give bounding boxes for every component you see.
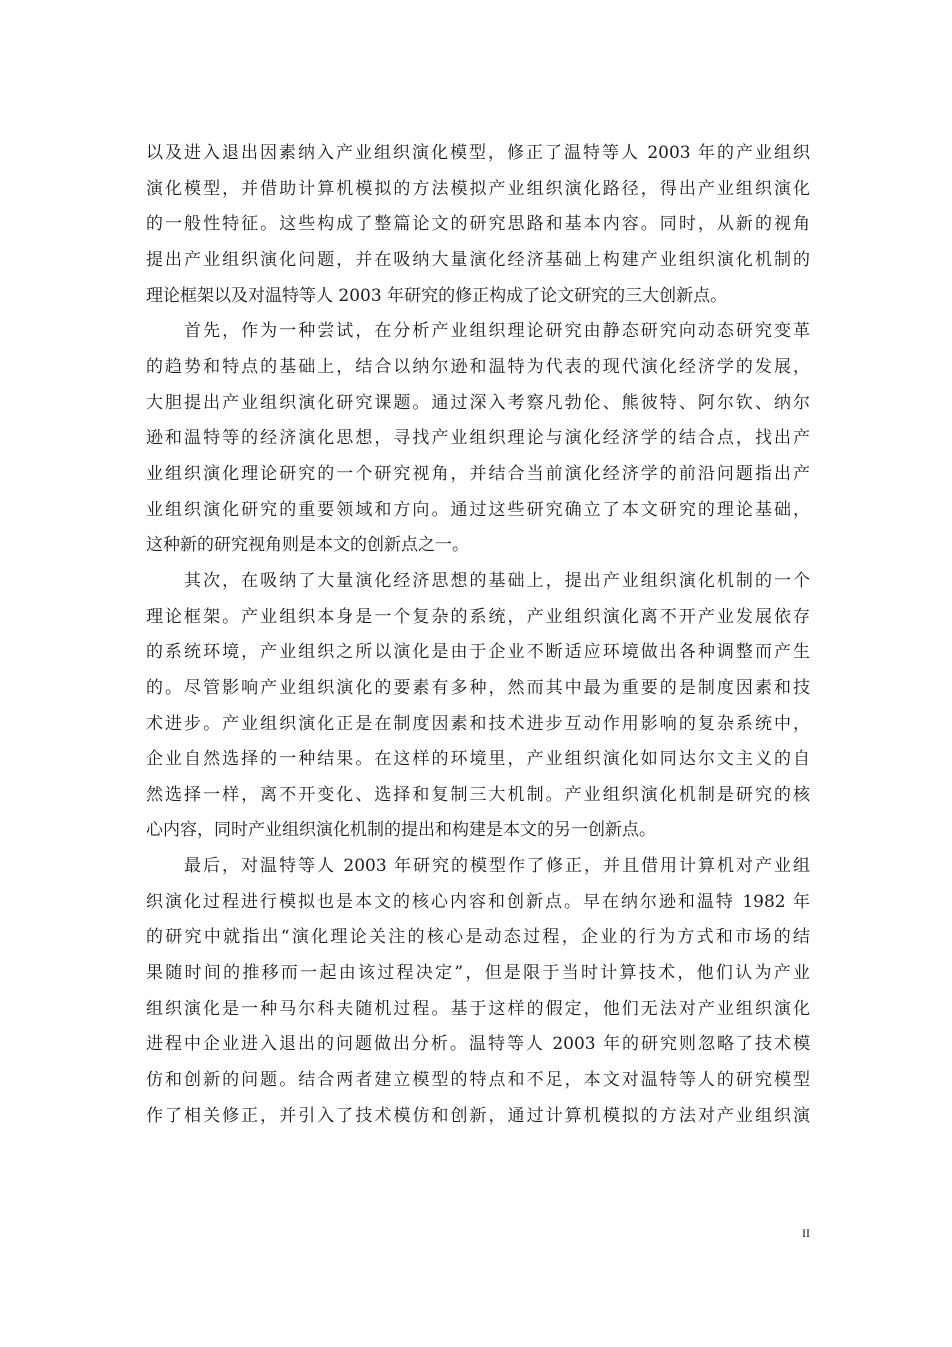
text-line: 的系统环境，产业组织之所以演化是由于企业不断适应环境做出各种调整而产生 [146,642,810,663]
text-line: 织演化过程进行模拟也是本文的核心内容和创新点。早在纳尔逊和温特 1982 年 [146,891,810,912]
text-line: 然选择一样，离不开变化、选择和复制三大机制。产业组织演化机制是研究的核 [146,784,810,805]
text-line: 最后，对温特等人 2003 年研究的模型作了修正，并且借用计算机对产业组 [146,856,810,877]
text-line: 作了相关修正，并引入了技术模仿和创新，通过计算机模拟的方法对产业组织演 [146,1105,810,1126]
text-line: 理论框架以及对温特等人 2003 年研究的修正构成了论文研究的三大创新点。 [146,285,728,306]
text-line: 业组织演化理论研究的一个研究视角，并结合当前演化经济学的前沿问题指出产 [146,463,810,484]
paragraph-1 [146,136,810,314]
paragraph-2 [146,314,810,564]
paragraph-4 [146,849,810,1134]
text-line: 心内容，同时产业组织演化机制的提出和构建是本文的另一创新点。 [146,820,656,841]
text-line: 组织演化是一种马尔科夫随机过程。基于这样的假定，他们无法对产业组织演化 [146,998,810,1019]
text-line: 企业自然选择的一种结果。在这样的环境里，产业组织演化如同达尔文主义的自 [146,749,810,770]
text-line: 其次，在吸纳了大量演化经济思想的基础上，提出产业组织演化机制的一个 [146,570,810,591]
body-text [146,136,810,1134]
text-line: 的研究中就指出“演化理论关注的核心是动态过程，企业的行为方式和市场的结 [146,927,810,948]
text-line: 以及进入退出因素纳入产业组织演化模型，修正了温特等人 2003 年的产业组织 [146,143,810,163]
text-line: 的趋势和特点的基础上，结合以纳尔逊和温特为代表的现代演化经济学的发展， [146,356,810,377]
paragraph-3 [146,564,810,849]
text-line: 的一般性特征。这些构成了整篇论文的研究思路和基本内容。同时，从新的视角 [146,214,810,235]
text-line: 仿和创新的问题。结合两者建立模型的特点和不足，本文对温特等人的研究模型 [146,1070,810,1091]
text-line: 首先，作为一种尝试，在分析产业组织理论研究由静态研究向动态研究变革 [146,321,810,342]
text-line: 果随时间的推移而一起由该过程决定”，但是限于当时计算技术，他们认为产业 [146,963,810,984]
page-number: II [802,1226,810,1240]
text-line: 提出产业组织演化问题，并在吸纳大量演化经济基础上构建产业组织演化机制的 [146,249,810,270]
text-line: 的。尽管影响产业组织演化的要素有多种，然而其中最为重要的是制度因素和技 [146,677,810,698]
text-line: 这种新的研究视角则是本文的创新点之一。 [146,535,469,556]
text-line: 逊和温特等的经济演化思想，寻找产业组织理论与演化经济学的结合点，找出产 [146,428,810,449]
text-line: 业组织演化研究的重要领域和方向。通过这些研究确立了本文研究的理论基础， [146,499,810,520]
text-line: 进程中企业进入退出的问题做出分析。温特等人 2003 年的研究则忽略了技术模 [146,1034,810,1055]
text-line: 大胆提出产业组织演化研究课题。通过深入考察凡勃伦、熊彼特、阿尔钦、纳尔 [146,392,810,413]
text-line: 演化模型，并借助计算机模拟的方法模拟产业组织演化路径，得出产业组织演化 [146,178,810,199]
text-line: 理论框架。产业组织本身是一个复杂的系统，产业组织演化离不开产业发展依存 [146,606,810,627]
text-line: 术进步。产业组织演化正是在制度因素和技术进步互动作用影响的复杂系统中， [146,713,810,734]
